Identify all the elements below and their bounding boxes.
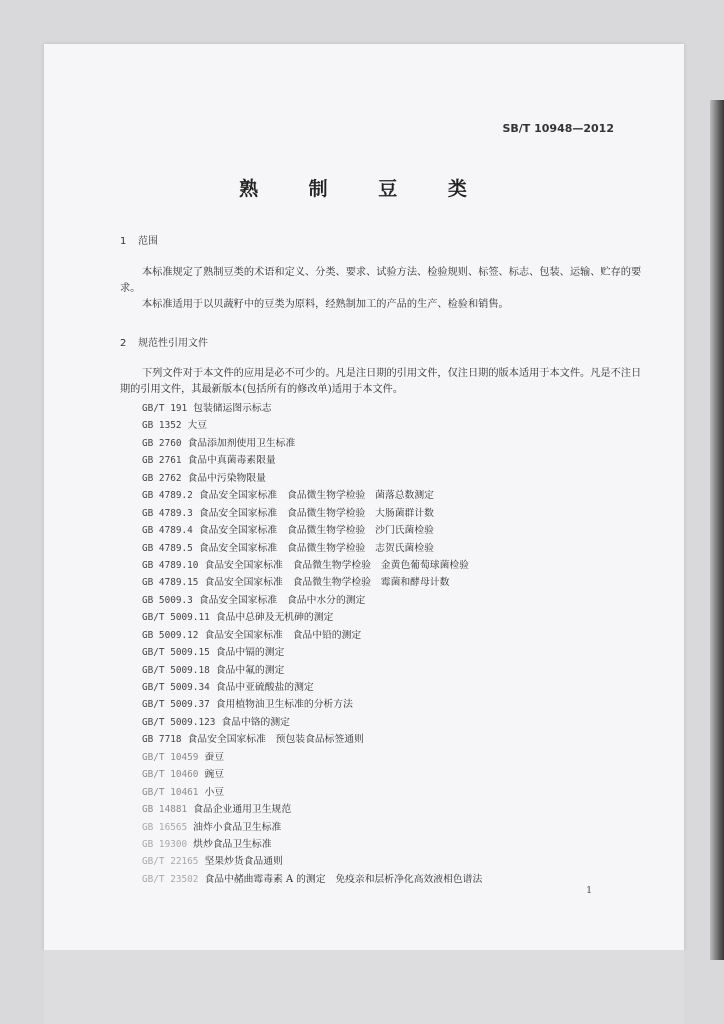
normative-refs-paragraph: 下列文件对于本文件的应用是必不可少的。凡是注日期的引用文件，仅注日期的版本适用于本文件。凡是不注日期的引用文件，其最新版本(包括所有的修改单)适用于本文件。 [120, 368, 642, 395]
reference-title: 食品中铬的测定 [221, 716, 290, 728]
reference-code: GB/T 10461 [142, 786, 199, 798]
reference-item [142, 609, 662, 626]
reference-title: 坚果炒货食品通则 [204, 856, 283, 868]
reference-item [142, 627, 662, 644]
reference-item [142, 417, 662, 434]
section-number: 1 [120, 236, 127, 247]
reference-title: 食品安全国家标准 食品微生物学检验 志贺氏菌检验 [198, 542, 434, 554]
reference-title: 食品企业通用卫生规范 [193, 804, 292, 816]
reference-code: GB 14881 [142, 804, 188, 816]
document-page [44, 44, 684, 950]
reference-title: 食品添加剂使用卫生标准 [187, 437, 296, 449]
reference-title: 蚕豆 [204, 751, 225, 763]
reference-item [142, 819, 662, 836]
reference-code: GB/T 5009.37 [142, 699, 210, 711]
reference-code: GB 2760 [142, 437, 182, 449]
reference-title: 食品安全国家标准 食品微生物学检验 霉菌和酵母计数 [204, 577, 450, 589]
reference-title: 食品中总砷及无机砷的测定 [215, 612, 334, 624]
reference-item [142, 784, 662, 801]
reference-item [142, 592, 662, 609]
reference-item [142, 435, 662, 452]
reference-item [142, 540, 662, 557]
reference-title: 小豆 [204, 786, 225, 798]
reference-code: GB 5009.12 [142, 629, 199, 641]
reference-code: GB 5009.3 [142, 594, 193, 606]
reference-item [142, 853, 662, 870]
reference-item [142, 400, 662, 417]
reference-item [142, 836, 662, 853]
reference-title: 食品安全国家标准 预包装食品标签通则 [187, 734, 364, 746]
reference-list [142, 400, 662, 888]
reference-title: 食用植物油卫生标准的分析方法 [215, 699, 353, 711]
reference-code: GB/T 191 [142, 403, 188, 414]
reference-title: 豌豆 [204, 769, 225, 781]
reference-title: 食品中氟的测定 [215, 664, 285, 676]
reference-item [142, 766, 662, 783]
reference-code: GB/T 10459 [142, 751, 199, 763]
reference-item [142, 470, 662, 487]
reference-title: 食品中亚硫酸盐的测定 [215, 682, 314, 693]
reference-item [142, 696, 662, 713]
reference-code: GB/T 22165 [142, 856, 199, 868]
reference-title: 油炸小食品卫生标准 [193, 821, 282, 833]
reference-code: GB/T 5009.11 [142, 612, 210, 624]
page-edge-shadow [710, 100, 724, 960]
reference-item [142, 452, 662, 469]
reference-code: GB/T 5009.18 [142, 664, 210, 676]
reference-item [142, 731, 662, 748]
reference-item [142, 749, 662, 766]
reference-code: GB/T 5009.34 [142, 682, 210, 693]
scan-margin [44, 950, 684, 1024]
standard-number: SB/T 10948—2012 [502, 122, 614, 135]
reference-code: GB 19300 [142, 838, 188, 850]
section-heading-scope [120, 232, 158, 247]
reference-item [142, 644, 662, 661]
reference-code: GB/T 5009.15 [142, 647, 210, 659]
reference-code: GB 4789.10 [142, 559, 199, 571]
reference-item [142, 487, 662, 504]
reference-code: GB 16565 [142, 821, 188, 833]
reference-item [142, 505, 662, 522]
reference-title: 食品中污染物限量 [187, 472, 266, 484]
reference-title: 食品安全国家标准 食品中铅的测定 [204, 629, 362, 641]
reference-code: GB/T 23502 [142, 873, 199, 885]
section-number: 2 [120, 338, 127, 349]
section-title: 范围 [138, 236, 158, 247]
reference-code: GB 2762 [142, 472, 182, 484]
document-title: 熟 制 豆 类 [239, 178, 489, 200]
reference-item [142, 801, 662, 818]
reference-code: GB/T 5009.123 [142, 716, 216, 728]
reference-code: GB 7718 [142, 734, 182, 746]
reference-code: GB 4789.5 [142, 542, 193, 554]
scope-paragraph-1: 本标准规定了熟制豆类的术语和定义、分类、要求、试验方法、检验规则、标签、标志、包装、运输、贮存的要求。 [120, 267, 642, 294]
reference-title: 食品中镉的测定 [215, 647, 285, 659]
reference-title: 食品安全国家标准 食品中水分的测定 [198, 594, 366, 606]
scope-paragraph-2: 本标准适用于以贝蔬籽中的豆类为原料，经熟制加工的产品的生产、检验和销售。 [142, 299, 509, 310]
reference-title: 食品安全国家标准 食品微生物学检验 大肠菌群计数 [198, 507, 434, 519]
section-heading-normative-refs [120, 334, 208, 349]
reference-title: 食品中赭曲霉毒素 A 的测定 免疫亲和层析净化高效液相色谱法 [204, 873, 483, 885]
reference-title: 食品中真菌毒素限量 [187, 455, 276, 467]
reference-title: 烘炒食品卫生标准 [193, 838, 272, 850]
reference-title: 食品安全国家标准 食品微生物学检验 沙门氏菌检验 [198, 525, 434, 537]
reference-code: GB 4789.15 [142, 577, 199, 589]
section-title: 规范性引用文件 [138, 338, 208, 349]
reference-code: GB 2761 [142, 455, 182, 467]
reference-item [142, 557, 662, 574]
reference-code: GB 4789.2 [142, 490, 193, 502]
reference-code: GB 4789.3 [142, 507, 193, 519]
reference-code: GB 1352 [142, 420, 182, 432]
reference-title: 大豆 [187, 420, 208, 432]
page-number: 1 [586, 886, 592, 896]
reference-title: 包装储运图示标志 [193, 403, 272, 414]
reference-item [142, 679, 662, 696]
reference-item [142, 574, 662, 591]
reference-item [142, 714, 662, 731]
reference-item [142, 871, 662, 888]
reference-item [142, 662, 662, 679]
reference-code: GB/T 10460 [142, 769, 199, 781]
reference-code: GB 4789.4 [142, 525, 193, 537]
reference-item [142, 522, 662, 539]
reference-title: 食品安全国家标准 食品微生物学检验 金黄色葡萄球菌检验 [204, 559, 469, 571]
reference-title: 食品安全国家标准 食品微生物学检验 菌落总数测定 [198, 490, 434, 502]
